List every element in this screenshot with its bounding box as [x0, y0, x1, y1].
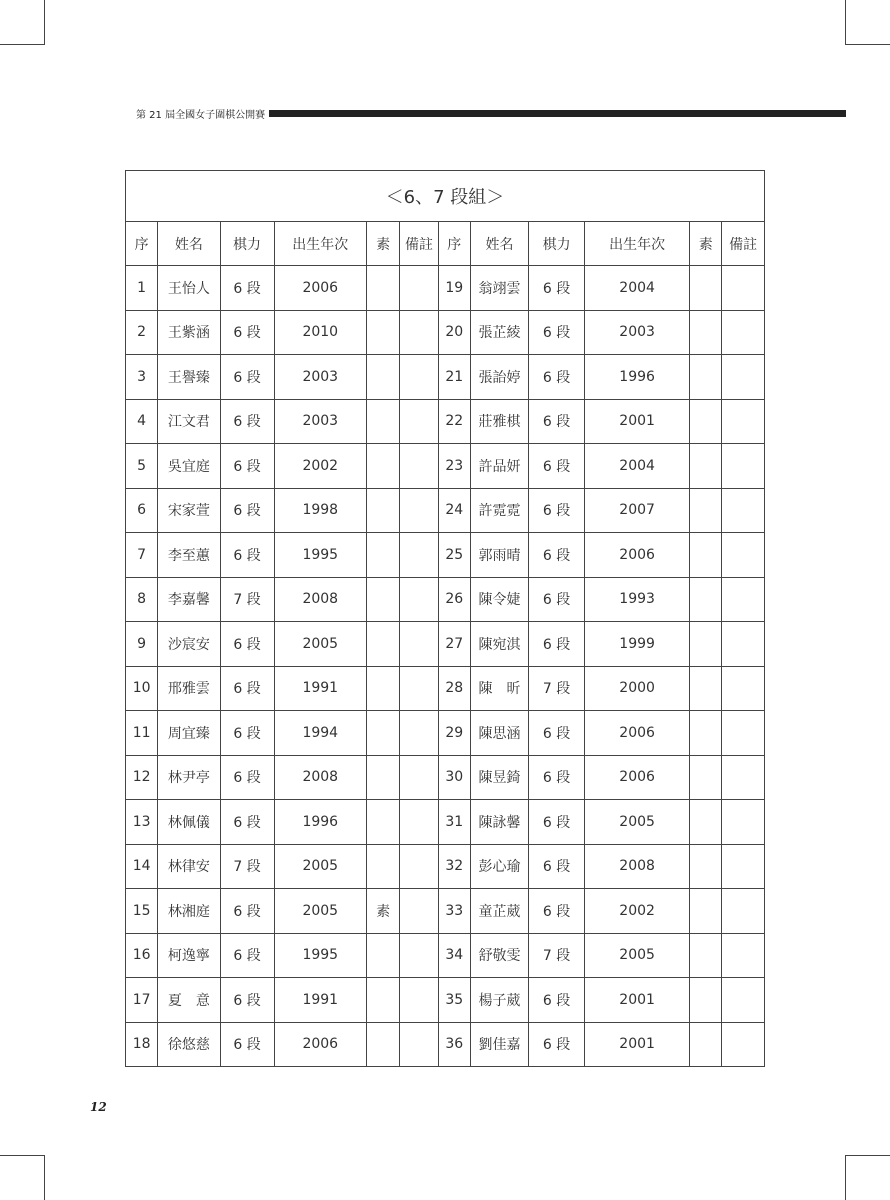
- su-cell: [690, 978, 722, 1023]
- crop-mark-bottom-right-horizontal: [845, 1155, 890, 1156]
- birth-year-cell: 2006: [274, 266, 366, 311]
- birth-year-cell: 2005: [274, 889, 366, 934]
- seq-cell: 32: [438, 844, 470, 889]
- note-cell: [400, 310, 438, 355]
- header-cell-name: 姓名: [158, 222, 220, 266]
- name-cell: 周宜臻: [158, 711, 220, 756]
- note-cell: [722, 266, 765, 311]
- rank-cell: 6 段: [220, 755, 274, 800]
- birth-year-cell: 2003: [274, 355, 366, 400]
- note-cell: [400, 755, 438, 800]
- note-cell: [722, 488, 765, 533]
- seq-cell: 11: [126, 711, 158, 756]
- seq-cell: 9: [126, 622, 158, 667]
- rank-cell: 6 段: [220, 1022, 274, 1067]
- seq-cell: 28: [438, 666, 470, 711]
- name-cell: 江文君: [158, 399, 220, 444]
- seq-cell: 35: [438, 978, 470, 1023]
- rank-cell: 6 段: [220, 266, 274, 311]
- note-cell: [400, 889, 438, 934]
- seq-cell: 4: [126, 399, 158, 444]
- table-header-row: [126, 222, 765, 266]
- birth-year-cell: 2003: [274, 399, 366, 444]
- header-cell-seq: 序: [438, 222, 470, 266]
- seq-cell: 23: [438, 444, 470, 489]
- name-cell: 王譽臻: [158, 355, 220, 400]
- birth-year-cell: 2006: [585, 711, 690, 756]
- table-row: [126, 310, 765, 355]
- note-cell: [722, 889, 765, 934]
- su-cell: 素: [367, 889, 400, 934]
- name-cell: 沙宸安: [158, 622, 220, 667]
- table-row: [126, 844, 765, 889]
- seq-cell: 25: [438, 533, 470, 578]
- note-cell: [400, 800, 438, 845]
- rank-cell: 6 段: [220, 978, 274, 1023]
- birth-year-cell: 2004: [585, 444, 690, 489]
- note-cell: [722, 711, 765, 756]
- su-cell: [690, 355, 722, 400]
- seq-cell: 31: [438, 800, 470, 845]
- su-cell: [690, 266, 722, 311]
- su-cell: [690, 577, 722, 622]
- header-cell-su: 素: [690, 222, 722, 266]
- seq-cell: 29: [438, 711, 470, 756]
- note-cell: [722, 666, 765, 711]
- rank-cell: 6 段: [220, 666, 274, 711]
- birth-year-cell: 2004: [585, 266, 690, 311]
- birth-year-cell: 2000: [585, 666, 690, 711]
- note-cell: [722, 310, 765, 355]
- roster-table: [125, 170, 765, 1067]
- note-cell: [400, 577, 438, 622]
- note-cell: [400, 711, 438, 756]
- su-cell: [367, 755, 400, 800]
- su-cell: [690, 399, 722, 444]
- su-cell: [367, 266, 400, 311]
- running-header-rule: [269, 110, 846, 117]
- running-header: [136, 106, 846, 120]
- su-cell: [367, 355, 400, 400]
- crop-mark-top-left-vertical: [44, 0, 45, 45]
- name-cell: 童芷葳: [470, 889, 528, 934]
- name-cell: 宋家萱: [158, 488, 220, 533]
- name-cell: 柯逸寧: [158, 933, 220, 978]
- su-cell: [367, 577, 400, 622]
- table-row: [126, 666, 765, 711]
- birth-year-cell: 2008: [274, 577, 366, 622]
- table-row: [126, 355, 765, 400]
- birth-year-cell: 2005: [274, 844, 366, 889]
- name-cell: 林佩儀: [158, 800, 220, 845]
- birth-year-cell: 2003: [585, 310, 690, 355]
- name-cell: 林律安: [158, 844, 220, 889]
- rank-cell: 6 段: [529, 266, 585, 311]
- rank-cell: 6 段: [529, 577, 585, 622]
- rank-cell: 6 段: [529, 444, 585, 489]
- name-cell: 莊雅棋: [470, 399, 528, 444]
- birth-year-cell: 2005: [585, 800, 690, 845]
- crop-mark-top-right-vertical: [845, 0, 846, 45]
- note-cell: [722, 622, 765, 667]
- birth-year-cell: 2010: [274, 310, 366, 355]
- seq-cell: 1: [126, 266, 158, 311]
- table-row: [126, 533, 765, 578]
- birth-year-cell: 2002: [585, 889, 690, 934]
- birth-year-cell: 1995: [274, 933, 366, 978]
- table-row: [126, 800, 765, 845]
- rank-cell: 6 段: [529, 711, 585, 756]
- seq-cell: 15: [126, 889, 158, 934]
- su-cell: [690, 1022, 722, 1067]
- rank-cell: 6 段: [529, 755, 585, 800]
- rank-cell: 6 段: [220, 933, 274, 978]
- su-cell: [367, 622, 400, 667]
- seq-cell: 34: [438, 933, 470, 978]
- table-row: [126, 266, 765, 311]
- name-cell: 陳詠馨: [470, 800, 528, 845]
- seq-cell: 14: [126, 844, 158, 889]
- crop-mark-top-right-horizontal: [845, 44, 890, 45]
- running-header-title: 第 21 屆全國女子圍棋公開賽: [136, 109, 266, 121]
- birth-year-cell: 1996: [274, 800, 366, 845]
- su-cell: [367, 1022, 400, 1067]
- name-cell: 李至蕙: [158, 533, 220, 578]
- note-cell: [722, 444, 765, 489]
- name-cell: 張芷綾: [470, 310, 528, 355]
- seq-cell: 24: [438, 488, 470, 533]
- rank-cell: 7 段: [529, 666, 585, 711]
- rank-cell: 6 段: [220, 444, 274, 489]
- su-cell: [690, 933, 722, 978]
- seq-cell: 20: [438, 310, 470, 355]
- seq-cell: 19: [438, 266, 470, 311]
- rank-cell: 6 段: [529, 399, 585, 444]
- crop-mark-bottom-left-horizontal: [0, 1155, 45, 1156]
- su-cell: [367, 488, 400, 533]
- name-cell: 李嘉馨: [158, 577, 220, 622]
- note-cell: [722, 355, 765, 400]
- su-cell: [690, 889, 722, 934]
- seq-cell: 22: [438, 399, 470, 444]
- rank-cell: 6 段: [529, 310, 585, 355]
- su-cell: [367, 978, 400, 1023]
- note-cell: [722, 978, 765, 1023]
- table-row: [126, 577, 765, 622]
- rank-cell: 6 段: [220, 310, 274, 355]
- seq-cell: 17: [126, 978, 158, 1023]
- rank-cell: 6 段: [220, 800, 274, 845]
- seq-cell: 21: [438, 355, 470, 400]
- table-row: [126, 978, 765, 1023]
- table-row: [126, 1022, 765, 1067]
- table-title: ＜6、7 段組＞: [126, 171, 765, 222]
- rank-cell: 6 段: [529, 978, 585, 1023]
- seq-cell: 18: [126, 1022, 158, 1067]
- seq-cell: 36: [438, 1022, 470, 1067]
- seq-cell: 6: [126, 488, 158, 533]
- name-cell: 陳宛淇: [470, 622, 528, 667]
- su-cell: [367, 933, 400, 978]
- rank-cell: 6 段: [529, 1022, 585, 1067]
- birth-year-cell: 2007: [585, 488, 690, 533]
- name-cell: 林湘庭: [158, 889, 220, 934]
- note-cell: [400, 666, 438, 711]
- name-cell: 陳 昕: [470, 666, 528, 711]
- seq-cell: 27: [438, 622, 470, 667]
- table-row: [126, 399, 765, 444]
- name-cell: 陳思涵: [470, 711, 528, 756]
- birth-year-cell: 2008: [274, 755, 366, 800]
- name-cell: 舒敬雯: [470, 933, 528, 978]
- rank-cell: 6 段: [529, 889, 585, 934]
- table-row: [126, 622, 765, 667]
- rank-cell: 6 段: [220, 488, 274, 533]
- table-row: [126, 444, 765, 489]
- note-cell: [722, 800, 765, 845]
- rank-cell: 6 段: [529, 488, 585, 533]
- note-cell: [400, 488, 438, 533]
- name-cell: 楊子葳: [470, 978, 528, 1023]
- seq-cell: 33: [438, 889, 470, 934]
- header-cell-name: 姓名: [470, 222, 528, 266]
- rank-cell: 6 段: [220, 355, 274, 400]
- table-row: [126, 711, 765, 756]
- table-row: [126, 488, 765, 533]
- rank-cell: 6 段: [220, 399, 274, 444]
- name-cell: 徐悠慈: [158, 1022, 220, 1067]
- note-cell: [400, 978, 438, 1023]
- note-cell: [722, 399, 765, 444]
- su-cell: [690, 755, 722, 800]
- note-cell: [722, 755, 765, 800]
- birth-year-cell: 1991: [274, 666, 366, 711]
- name-cell: 劉佳嘉: [470, 1022, 528, 1067]
- birth-year-cell: 1994: [274, 711, 366, 756]
- note-cell: [400, 933, 438, 978]
- su-cell: [367, 844, 400, 889]
- note-cell: [400, 844, 438, 889]
- birth-year-cell: 2008: [585, 844, 690, 889]
- note-cell: [722, 533, 765, 578]
- seq-cell: 7: [126, 533, 158, 578]
- note-cell: [722, 933, 765, 978]
- note-cell: [722, 844, 765, 889]
- rank-cell: 6 段: [529, 355, 585, 400]
- note-cell: [400, 533, 438, 578]
- header-cell-birth-year: 出生年次: [585, 222, 690, 266]
- note-cell: [400, 622, 438, 667]
- seq-cell: 30: [438, 755, 470, 800]
- note-cell: [722, 1022, 765, 1067]
- note-cell: [400, 444, 438, 489]
- seq-cell: 10: [126, 666, 158, 711]
- note-cell: [400, 1022, 438, 1067]
- su-cell: [367, 399, 400, 444]
- birth-year-cell: 2006: [585, 755, 690, 800]
- birth-year-cell: 1996: [585, 355, 690, 400]
- su-cell: [690, 844, 722, 889]
- birth-year-cell: 2002: [274, 444, 366, 489]
- rank-cell: 6 段: [529, 622, 585, 667]
- note-cell: [400, 399, 438, 444]
- name-cell: 王怡人: [158, 266, 220, 311]
- rank-cell: 6 段: [220, 889, 274, 934]
- su-cell: [690, 444, 722, 489]
- note-cell: [400, 266, 438, 311]
- table-row: [126, 889, 765, 934]
- su-cell: [367, 310, 400, 355]
- birth-year-cell: 1991: [274, 978, 366, 1023]
- name-cell: 陳昱錡: [470, 755, 528, 800]
- rank-cell: 7 段: [220, 577, 274, 622]
- name-cell: 夏 意: [158, 978, 220, 1023]
- su-cell: [367, 666, 400, 711]
- seq-cell: 8: [126, 577, 158, 622]
- birth-year-cell: 1993: [585, 577, 690, 622]
- su-cell: [367, 444, 400, 489]
- seq-cell: 13: [126, 800, 158, 845]
- name-cell: 郭雨晴: [470, 533, 528, 578]
- name-cell: 張詒婷: [470, 355, 528, 400]
- seq-cell: 5: [126, 444, 158, 489]
- birth-year-cell: 2006: [274, 1022, 366, 1067]
- note-cell: [722, 577, 765, 622]
- su-cell: [690, 800, 722, 845]
- birth-year-cell: 2001: [585, 978, 690, 1023]
- header-cell-su: 素: [367, 222, 400, 266]
- name-cell: 邢雅雲: [158, 666, 220, 711]
- su-cell: [367, 800, 400, 845]
- name-cell: 王紫涵: [158, 310, 220, 355]
- name-cell: 彭心瑜: [470, 844, 528, 889]
- rank-cell: 7 段: [529, 933, 585, 978]
- su-cell: [690, 310, 722, 355]
- su-cell: [690, 533, 722, 578]
- seq-cell: 26: [438, 577, 470, 622]
- birth-year-cell: 2001: [585, 399, 690, 444]
- rank-cell: 7 段: [220, 844, 274, 889]
- header-cell-rank: 棋力: [529, 222, 585, 266]
- page-number: 12: [90, 1100, 107, 1114]
- header-cell-note: 備註: [722, 222, 765, 266]
- su-cell: [690, 711, 722, 756]
- name-cell: 林尹亭: [158, 755, 220, 800]
- su-cell: [690, 622, 722, 667]
- name-cell: 陳令婕: [470, 577, 528, 622]
- header-cell-seq: 序: [126, 222, 158, 266]
- rank-cell: 6 段: [529, 844, 585, 889]
- crop-mark-bottom-right-vertical: [845, 1155, 846, 1200]
- seq-cell: 16: [126, 933, 158, 978]
- table-body: [126, 266, 765, 1067]
- rank-cell: 6 段: [529, 800, 585, 845]
- birth-year-cell: 2006: [585, 533, 690, 578]
- birth-year-cell: 1998: [274, 488, 366, 533]
- header-cell-note: 備註: [400, 222, 438, 266]
- rank-cell: 6 段: [220, 622, 274, 667]
- crop-mark-bottom-left-vertical: [44, 1155, 45, 1200]
- table-row: [126, 755, 765, 800]
- rank-cell: 6 段: [529, 533, 585, 578]
- table-row: [126, 933, 765, 978]
- rank-cell: 6 段: [220, 533, 274, 578]
- name-cell: 吳宜庭: [158, 444, 220, 489]
- name-cell: 許品妍: [470, 444, 528, 489]
- seq-cell: 2: [126, 310, 158, 355]
- name-cell: 許霓霓: [470, 488, 528, 533]
- name-cell: 翁翊雲: [470, 266, 528, 311]
- header-cell-rank: 棋力: [220, 222, 274, 266]
- crop-mark-top-left-horizontal: [0, 44, 45, 45]
- birth-year-cell: 1999: [585, 622, 690, 667]
- note-cell: [400, 355, 438, 400]
- birth-year-cell: 1995: [274, 533, 366, 578]
- header-cell-birth-year: 出生年次: [274, 222, 366, 266]
- rank-cell: 6 段: [220, 711, 274, 756]
- table-title-row: [126, 171, 765, 222]
- su-cell: [367, 533, 400, 578]
- birth-year-cell: 2005: [274, 622, 366, 667]
- birth-year-cell: 2001: [585, 1022, 690, 1067]
- su-cell: [367, 711, 400, 756]
- su-cell: [690, 488, 722, 533]
- seq-cell: 12: [126, 755, 158, 800]
- su-cell: [690, 666, 722, 711]
- seq-cell: 3: [126, 355, 158, 400]
- birth-year-cell: 2005: [585, 933, 690, 978]
